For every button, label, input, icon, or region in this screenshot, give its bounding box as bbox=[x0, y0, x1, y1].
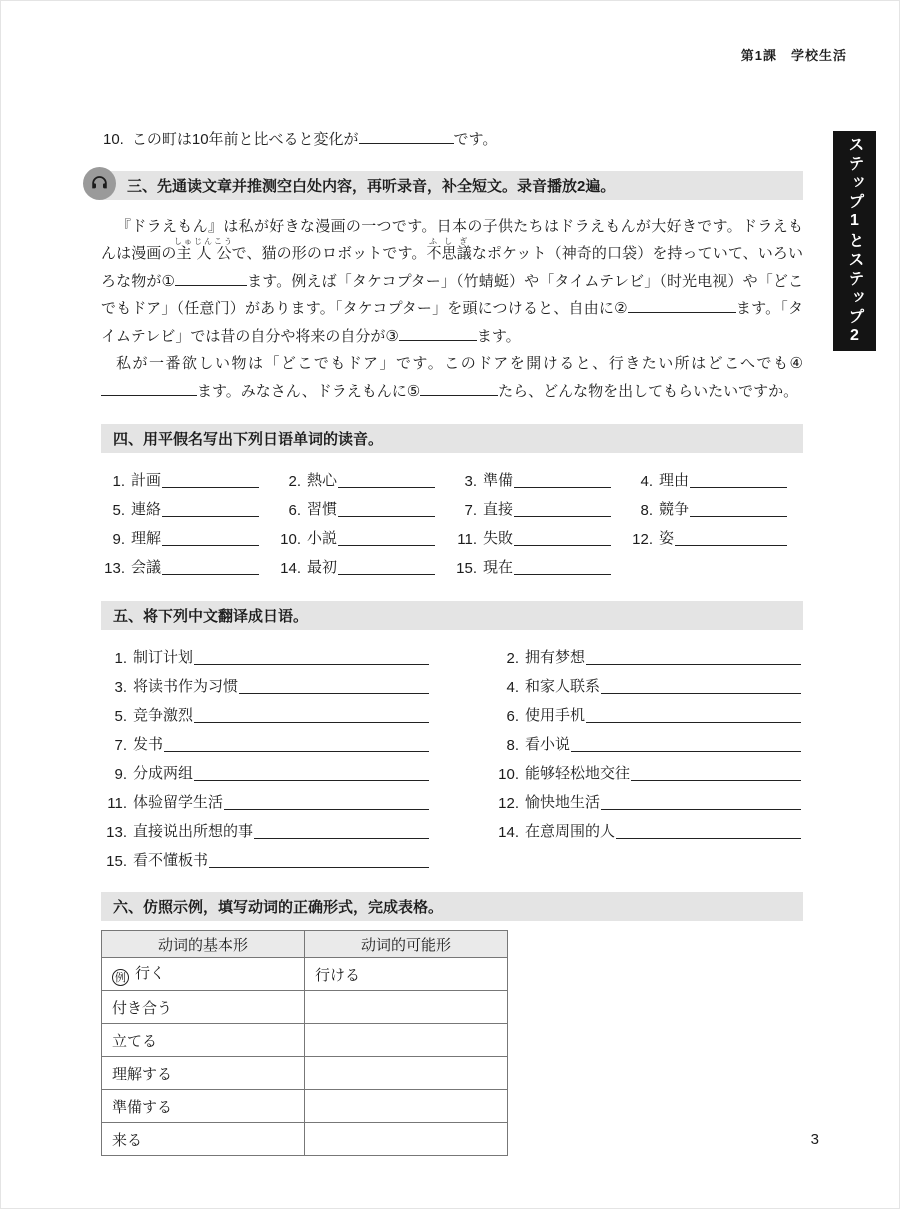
word-text: 会議 bbox=[131, 559, 162, 577]
word-number: 10. bbox=[280, 531, 301, 549]
cloze-blank-1 bbox=[175, 271, 247, 286]
word-item bbox=[453, 552, 625, 581]
ruby-reading: しゅじんこう bbox=[174, 237, 235, 247]
section5-header bbox=[101, 601, 803, 630]
passage-text: で、猫の形のロボットです。 bbox=[231, 245, 427, 263]
word-text: 最初 bbox=[307, 559, 338, 577]
translation-item bbox=[101, 758, 431, 787]
section3-header bbox=[101, 171, 803, 200]
example-badge: 例 bbox=[112, 969, 129, 986]
translation-item bbox=[101, 787, 431, 816]
ruby-fushigi bbox=[426, 237, 472, 263]
chapter-side-tab bbox=[833, 131, 876, 351]
word-text: 理解 bbox=[131, 530, 162, 548]
word-number: 4. bbox=[640, 473, 653, 491]
potential-form-cell: 行ける bbox=[305, 958, 508, 991]
word-number: 7. bbox=[464, 502, 477, 520]
verb-conjugation-table bbox=[101, 930, 508, 1156]
word-text: 競争 bbox=[659, 501, 690, 519]
translation-answer-blank bbox=[586, 722, 801, 723]
ruby-shujinkou bbox=[174, 237, 235, 263]
word-number: 15. bbox=[456, 560, 477, 578]
translation-text: 体验留学生活 bbox=[133, 794, 224, 812]
verb-base: 行く bbox=[135, 965, 166, 983]
section3-title: 三、先通读文章并推测空白处内容，再听录音，补全短文。录音播放2遍。 bbox=[127, 178, 616, 195]
translation-number: 9. bbox=[114, 766, 127, 784]
translation-item bbox=[101, 816, 431, 845]
question-number: 10. bbox=[103, 131, 124, 148]
translation-answer-blank bbox=[586, 664, 801, 665]
translation-answer-blank bbox=[194, 722, 429, 723]
word-number: 11. bbox=[457, 531, 477, 549]
passage-text: 私が一番欲しい物は「どこでもドア」です。このドアを開けると、行きたい所はどこへでも④ bbox=[116, 355, 803, 373]
column-header-base-form: 动词的基本形 bbox=[102, 931, 305, 958]
translation-item bbox=[101, 700, 431, 729]
word-number: 9. bbox=[112, 531, 125, 549]
word-number: 6. bbox=[288, 502, 301, 520]
ruby-reading: ふしぎ bbox=[426, 237, 472, 247]
translation-number: 7. bbox=[114, 737, 127, 755]
translation-text: 和家人联系 bbox=[525, 678, 601, 696]
word-number: 3. bbox=[464, 473, 477, 491]
question-text-before: この町は10年前と比べると変化が bbox=[131, 131, 359, 148]
potential-form-cell bbox=[305, 1123, 508, 1156]
word-number: 8. bbox=[640, 502, 653, 520]
potential-form-cell bbox=[305, 991, 508, 1024]
section4-header bbox=[101, 424, 803, 453]
table-header-row bbox=[102, 931, 508, 958]
word-item bbox=[629, 465, 801, 494]
cloze-blank-5 bbox=[420, 381, 498, 396]
translation-item bbox=[493, 671, 803, 700]
translation-text: 直接说出所想的事 bbox=[133, 823, 254, 841]
translation-number: 1. bbox=[114, 650, 127, 668]
word-text: 小説 bbox=[307, 530, 338, 548]
table-row bbox=[102, 1057, 508, 1090]
word-text: 現在 bbox=[483, 559, 514, 577]
translation-answer-blank bbox=[571, 751, 801, 752]
ruby-base: 不思議 bbox=[426, 245, 472, 263]
translation-text: 看小说 bbox=[525, 736, 571, 754]
translation-text: 愉快地生活 bbox=[525, 794, 601, 812]
translation-text: 拥有梦想 bbox=[525, 649, 586, 667]
reading-answer-blank bbox=[690, 516, 787, 517]
reading-answer-blank bbox=[514, 516, 611, 517]
word-text: 準備 bbox=[483, 472, 514, 490]
passage-text: ます。「タイムテレビ」では昔の自分や将来の自分が③ bbox=[101, 300, 803, 345]
word-number: 12. bbox=[632, 531, 653, 549]
translation-item bbox=[493, 642, 803, 671]
translation-text: 能够轻松地交往 bbox=[525, 765, 631, 783]
table-row bbox=[102, 1090, 508, 1123]
word-number: 14. bbox=[280, 560, 301, 578]
translation-answer-blank bbox=[239, 693, 429, 694]
reading-answer-blank bbox=[162, 545, 259, 546]
passage-text: ます。みなさん、ドラえもんに⑤ bbox=[197, 382, 421, 400]
word-item bbox=[453, 494, 625, 523]
translation-item bbox=[101, 671, 431, 700]
word-text: 理由 bbox=[659, 472, 690, 490]
passage-paragraph-1 bbox=[101, 213, 803, 350]
section5-translation-list bbox=[101, 642, 803, 874]
word-item bbox=[629, 494, 801, 523]
reading-answer-blank bbox=[514, 574, 611, 575]
translation-item bbox=[101, 845, 431, 874]
translation-number: 15. bbox=[106, 853, 127, 871]
translation-number: 3. bbox=[114, 679, 127, 697]
page-content bbox=[101, 128, 803, 1156]
translation-item bbox=[101, 642, 431, 671]
word-text: 失敗 bbox=[483, 530, 514, 548]
word-text: 習慣 bbox=[307, 501, 338, 519]
listening-passage bbox=[101, 213, 803, 405]
translation-answer-blank bbox=[209, 867, 429, 868]
translation-item bbox=[493, 700, 803, 729]
translation-item bbox=[493, 758, 803, 787]
cloze-blank-3 bbox=[399, 326, 477, 341]
word-item bbox=[629, 523, 801, 552]
answer-blank bbox=[359, 129, 454, 144]
translation-number: 5. bbox=[114, 708, 127, 726]
word-item bbox=[101, 523, 273, 552]
word-number: 5. bbox=[112, 502, 125, 520]
section4-title: 四、用平假名写出下列日语单词的读音。 bbox=[113, 431, 384, 449]
word-number: 13. bbox=[104, 560, 125, 578]
translation-answer-blank bbox=[224, 809, 429, 810]
reading-answer-blank bbox=[338, 574, 435, 575]
translation-text: 将读书作为习惯 bbox=[133, 678, 239, 696]
translation-item bbox=[493, 787, 803, 816]
reading-answer-blank bbox=[514, 487, 611, 488]
translation-text: 分成两组 bbox=[133, 765, 194, 783]
passage-paragraph-2 bbox=[101, 350, 803, 405]
word-text: 熱心 bbox=[307, 472, 338, 490]
translation-number: 2. bbox=[506, 650, 519, 668]
question-10 bbox=[103, 128, 803, 149]
translation-answer-blank bbox=[601, 693, 801, 694]
translation-item bbox=[493, 816, 803, 845]
column-header-potential-form: 动词的可能形 bbox=[305, 931, 508, 958]
translation-number: 11. bbox=[107, 795, 127, 813]
word-item bbox=[101, 465, 273, 494]
question-text-after: です。 bbox=[453, 131, 498, 148]
reading-answer-blank bbox=[690, 487, 787, 488]
translation-answer-blank bbox=[631, 780, 801, 781]
base-form-cell: 理解する bbox=[102, 1057, 305, 1090]
section6-header bbox=[101, 892, 803, 921]
passage-text: ます。 bbox=[476, 327, 521, 345]
table-row bbox=[102, 1024, 508, 1057]
table-row bbox=[102, 1123, 508, 1156]
side-tab-label: ステップ1とステップ2 bbox=[846, 135, 863, 347]
potential-form-cell bbox=[305, 1090, 508, 1123]
potential-form-cell bbox=[305, 1057, 508, 1090]
reading-answer-blank bbox=[675, 545, 787, 546]
word-text: 姿 bbox=[659, 530, 675, 548]
base-form-cell: 立てる bbox=[102, 1024, 305, 1057]
translation-item bbox=[101, 729, 431, 758]
word-item bbox=[453, 523, 625, 552]
base-form-cell: 準備する bbox=[102, 1090, 305, 1123]
translation-item bbox=[493, 729, 803, 758]
headphones-icon bbox=[83, 167, 116, 200]
reading-answer-blank bbox=[338, 545, 435, 546]
reading-answer-blank bbox=[162, 574, 259, 575]
translation-answer-blank bbox=[616, 838, 801, 839]
word-item bbox=[277, 552, 449, 581]
translation-number: 4. bbox=[506, 679, 519, 697]
word-item bbox=[453, 465, 625, 494]
reading-answer-blank bbox=[338, 516, 435, 517]
reading-answer-blank bbox=[338, 487, 435, 488]
table-row bbox=[102, 991, 508, 1024]
translation-number: 6. bbox=[506, 708, 519, 726]
translation-text: 使用手机 bbox=[525, 707, 586, 725]
word-item bbox=[101, 494, 273, 523]
page-number: 3 bbox=[810, 1131, 819, 1148]
translation-answer-blank bbox=[254, 838, 429, 839]
passage-text: ます。例えば「タケコプター」（竹蜻蜓）や「タイムテレビ」（时光电视）や「どこでもドア」（任意门）があります。「タケコプター」を頭につけると、自由に② bbox=[101, 272, 803, 318]
translation-text: 在意周围的人 bbox=[525, 823, 616, 841]
translation-number: 13. bbox=[106, 824, 127, 842]
translation-answer-blank bbox=[194, 780, 429, 781]
word-text: 計画 bbox=[131, 472, 162, 490]
section6-title: 六、仿照示例，填写动词的正确形式，完成表格。 bbox=[113, 899, 444, 917]
word-item bbox=[277, 523, 449, 552]
reading-answer-blank bbox=[514, 545, 611, 546]
ruby-base: 主人公 bbox=[174, 245, 235, 263]
cloze-blank-4 bbox=[101, 381, 197, 396]
section5-title: 五、将下列中文翻译成日语。 bbox=[113, 608, 309, 626]
translation-number: 14. bbox=[498, 824, 519, 842]
word-item bbox=[277, 465, 449, 494]
word-text: 連絡 bbox=[131, 501, 162, 519]
translation-number: 8. bbox=[506, 737, 519, 755]
translation-number: 12. bbox=[498, 795, 519, 813]
translation-answer-blank bbox=[194, 664, 429, 665]
translation-answer-blank bbox=[164, 751, 429, 752]
word-text: 直接 bbox=[483, 501, 514, 519]
translation-text: 竞争激烈 bbox=[133, 707, 194, 725]
passage-text: なポケット（神奇的口袋）を持っていて、いろいろな物が① bbox=[101, 245, 803, 290]
passage-text: たら、どんな物を出してもらいたいですか。 bbox=[498, 382, 799, 400]
potential-form-cell bbox=[305, 1024, 508, 1057]
word-item bbox=[277, 494, 449, 523]
base-form-cell: 付き合う bbox=[102, 991, 305, 1024]
translation-answer-blank bbox=[601, 809, 801, 810]
base-form-cell: 来る bbox=[102, 1123, 305, 1156]
translation-text: 发书 bbox=[133, 736, 164, 754]
word-item bbox=[101, 552, 273, 581]
base-form-cell bbox=[102, 958, 305, 991]
running-head: 第1課 学校生活 bbox=[740, 48, 847, 63]
cloze-blank-2 bbox=[628, 298, 736, 313]
translation-number: 10. bbox=[498, 766, 519, 784]
word-number: 1. bbox=[112, 473, 125, 491]
reading-answer-blank bbox=[162, 487, 259, 488]
translation-text: 制订计划 bbox=[133, 649, 194, 667]
translation-text: 看不懂板书 bbox=[133, 852, 209, 870]
reading-answer-blank bbox=[162, 516, 259, 517]
table-row-example bbox=[102, 958, 508, 991]
word-number: 2. bbox=[288, 473, 301, 491]
passage-text: 『ドラえもん』は私が好きな漫画の一つです。日本の子供たちはドラえもんが大好きです。ドラえもんは漫画の bbox=[101, 218, 803, 263]
section4-word-list bbox=[101, 465, 803, 581]
